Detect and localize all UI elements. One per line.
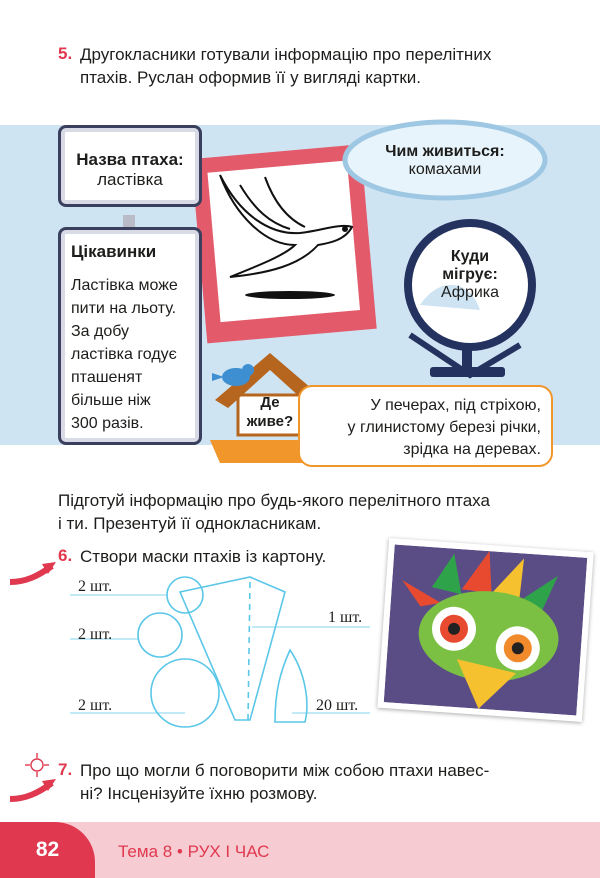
task-6-text: Створи маски птахів із картону. [80,547,327,566]
facts-board [58,227,202,445]
task-6-number: 6. [58,546,73,565]
prepare-line-1: Підготуй інформацію про будь-якого перелітного птаха [58,491,490,510]
lives-label-1: Де [260,394,280,411]
label-2-pcs-middle: 2 шт. [78,626,113,643]
bird-name-sign [58,125,202,207]
label-2-pcs-bottom: 2 шт. [78,697,113,714]
facts-line-7: 300 разів. [71,415,144,432]
label-leaders [70,595,370,713]
lives-label-2: живе? [246,413,294,430]
medium-circle-shape [138,613,182,657]
food-info [370,143,520,179]
prepare-line-2: і ти. Презентуй її однокласникам. [58,514,322,533]
bird-card [0,105,600,480]
facts-title: Цікавинки [71,242,157,261]
lives-question [240,393,300,431]
bird-name-value: ластівка [97,170,163,189]
migration-label-1: Куди [450,248,490,265]
feather-shape [275,650,307,722]
mask-shapes [138,577,307,727]
bird-mask-image [384,544,588,715]
task-7-line-1: Про що могли б поговорити між собою птахи навес- [80,761,490,780]
sparkle-icon [22,752,52,778]
facts-line-1: Ластівка може [71,277,178,294]
label-20-pcs: 20 шт. [316,697,359,714]
task-5-text [80,43,580,89]
facts-line-4: ластівка годує [71,346,177,363]
food-label: Чим живиться: [385,143,505,160]
migration-value: Африка [440,284,500,301]
habitat-box [298,385,553,467]
bird-name-label: Назва птаха: [76,150,184,169]
task-6-arrow-icon [8,560,58,590]
facts-line-3: За добу [71,323,130,340]
label-1-pc: 1 шт. [328,609,363,626]
task-5-line-1: Другокласники готували інформацію про перелітних [80,45,492,64]
large-circle-shape [151,659,219,727]
task-7-arrow-icon [8,777,58,807]
food-value: комахами [408,161,482,178]
swallow-shadow [245,291,335,299]
task-7-line-2: ні? Інсценізуйте їхню розмову. [80,784,318,803]
task-5-number: 5. [58,44,73,63]
habitat-line-2: у глинистому березі річки, [347,419,541,436]
task-5-line-2: птахів. Руслан оформив її у вигляді картки. [80,68,422,87]
facts-line-5: пташенят [71,369,143,386]
beak-shape [180,577,285,720]
prepare-instruction [58,489,578,535]
migration-label-2: мігрує: [442,266,498,283]
bird-mask-photo [377,538,593,722]
page-number: 82 [0,822,95,878]
topic-label: Тема 8 • РУХ І ЧАС [118,842,270,861]
task-7-number: 7. [58,760,73,779]
migration-info [415,248,525,302]
facts-line-6: більше ніж [71,392,151,409]
habitat-line-3: зрідка на деревах. [403,441,541,458]
habitat-line-1: У печерах, під стріхою, [370,397,541,414]
task-7-text [80,759,580,805]
facts-line-2: пити на льоту. [71,300,177,317]
label-2-pcs-top: 2 шт. [78,578,113,595]
small-circle-shape [167,577,203,613]
